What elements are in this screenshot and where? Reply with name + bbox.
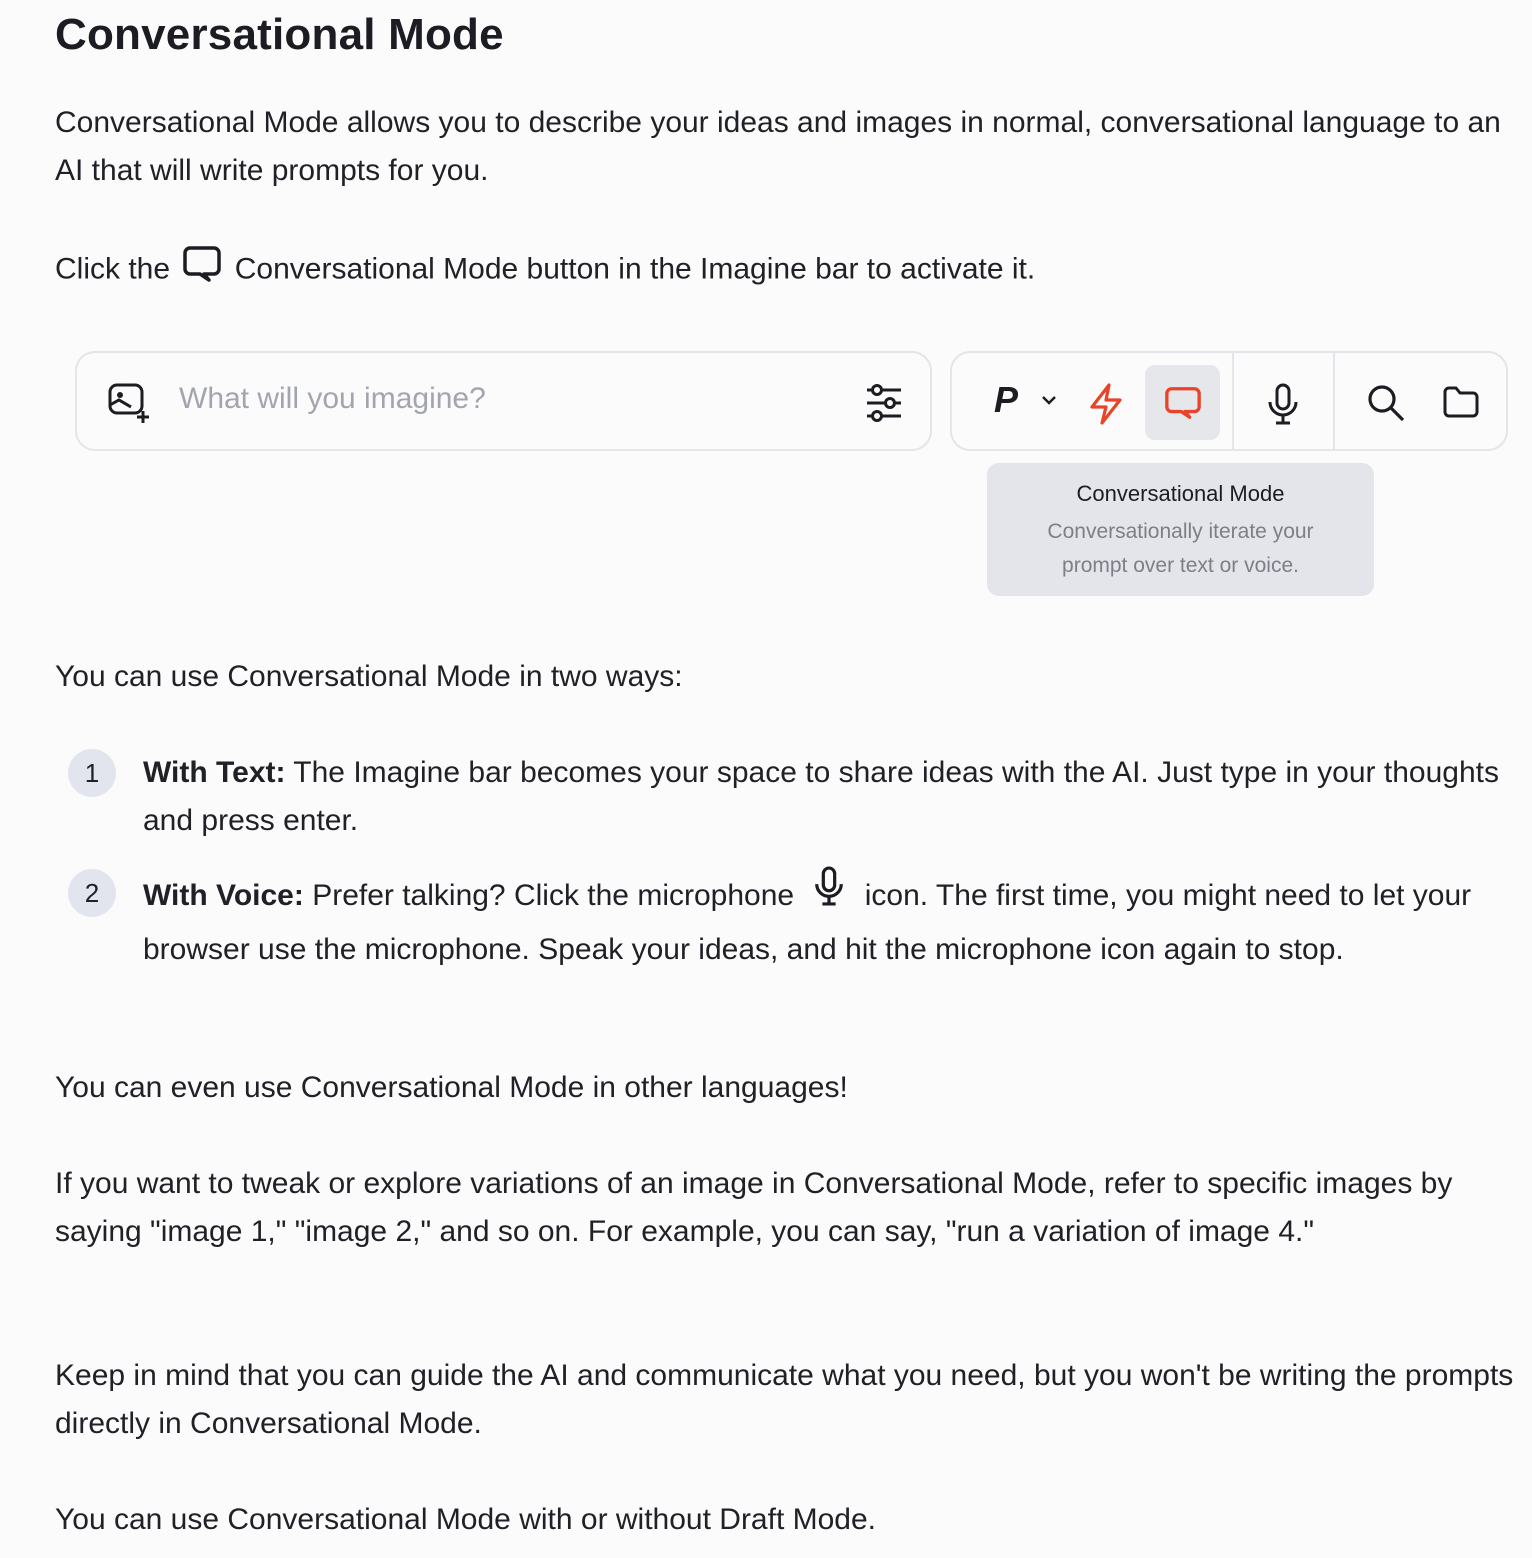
list-item-text-before: Prefer talking? Click the microphone [312, 878, 795, 912]
toolbar-divider [1333, 353, 1335, 449]
tooltip-title: Conversational Mode [1076, 481, 1285, 506]
toolbar-divider [1232, 353, 1234, 449]
lightning-bolt-icon[interactable] [1088, 383, 1124, 430]
intro-paragraph: Conversational Mode allows you to describe your ideas and images in normal, conversational language to an AI that will write prompts for you. [55, 106, 1501, 187]
conversational-mode-button[interactable] [1145, 365, 1220, 440]
two-ways-paragraph: You can use Conversational Mode in two ways: [55, 660, 683, 693]
microphone-icon [812, 866, 846, 922]
list-item-text-after: icon. The first time, you might need to let your browser use the microphone. Speak your ideas, and hit the microphone icon again to stop. [143, 878, 1472, 966]
click-instruction [55, 243, 1515, 298]
keep-in-mind-paragraph: Keep in mind that you can guide the AI and communicate what you need, but you won't be writing the prompts directly in Conversational Mode. [55, 1359, 1514, 1440]
click-before-text: Click the [55, 252, 171, 286]
search-icon[interactable] [1366, 383, 1406, 428]
list-item-text: The Imagine bar becomes your space to share ideas with the AI. Just type in your thoughts and press enter. [143, 756, 1499, 837]
speech-bubble-icon [182, 243, 222, 298]
page-title: Conversational Mode [55, 10, 504, 59]
conversational-mode-tooltip [987, 463, 1374, 596]
languages-paragraph: You can even use Conversational Mode in other languages! [55, 1071, 848, 1104]
add-image-icon[interactable] [107, 381, 151, 430]
microphone-icon[interactable] [1265, 383, 1301, 430]
tooltip-body [987, 515, 1374, 583]
imagine-bar [75, 351, 932, 451]
list-item-title: With Voice: [143, 878, 304, 912]
folder-icon[interactable] [1442, 385, 1480, 424]
tooltip-body-text: Conversationally iterate your prompt over text or voice. [1047, 520, 1314, 577]
imagine-toolbar [950, 351, 1508, 451]
imagine-input[interactable] [177, 381, 821, 417]
settings-sliders-icon[interactable] [864, 383, 904, 428]
chevron-down-icon[interactable] [1040, 393, 1058, 412]
click-after-text: Conversational Mode button in the Imagine bar to activate it. [234, 252, 1036, 286]
list-item-title: With Text: [143, 756, 286, 789]
draft-mode-paragraph: You can use Conversational Mode with or without Draft Mode. [55, 1503, 877, 1536]
personalization-button[interactable]: P [994, 379, 1019, 420]
list-item [143, 749, 1528, 845]
list-number: 1 [68, 749, 116, 797]
variations-paragraph: If you want to tweak or explore variations of an image in Conversational Mode, refer to specific images by saying "image 1," "image 2," and so on. For example, you can say, "run a variation of image 4." [55, 1167, 1453, 1248]
list-item [143, 869, 1528, 975]
list-number: 2 [68, 869, 116, 917]
